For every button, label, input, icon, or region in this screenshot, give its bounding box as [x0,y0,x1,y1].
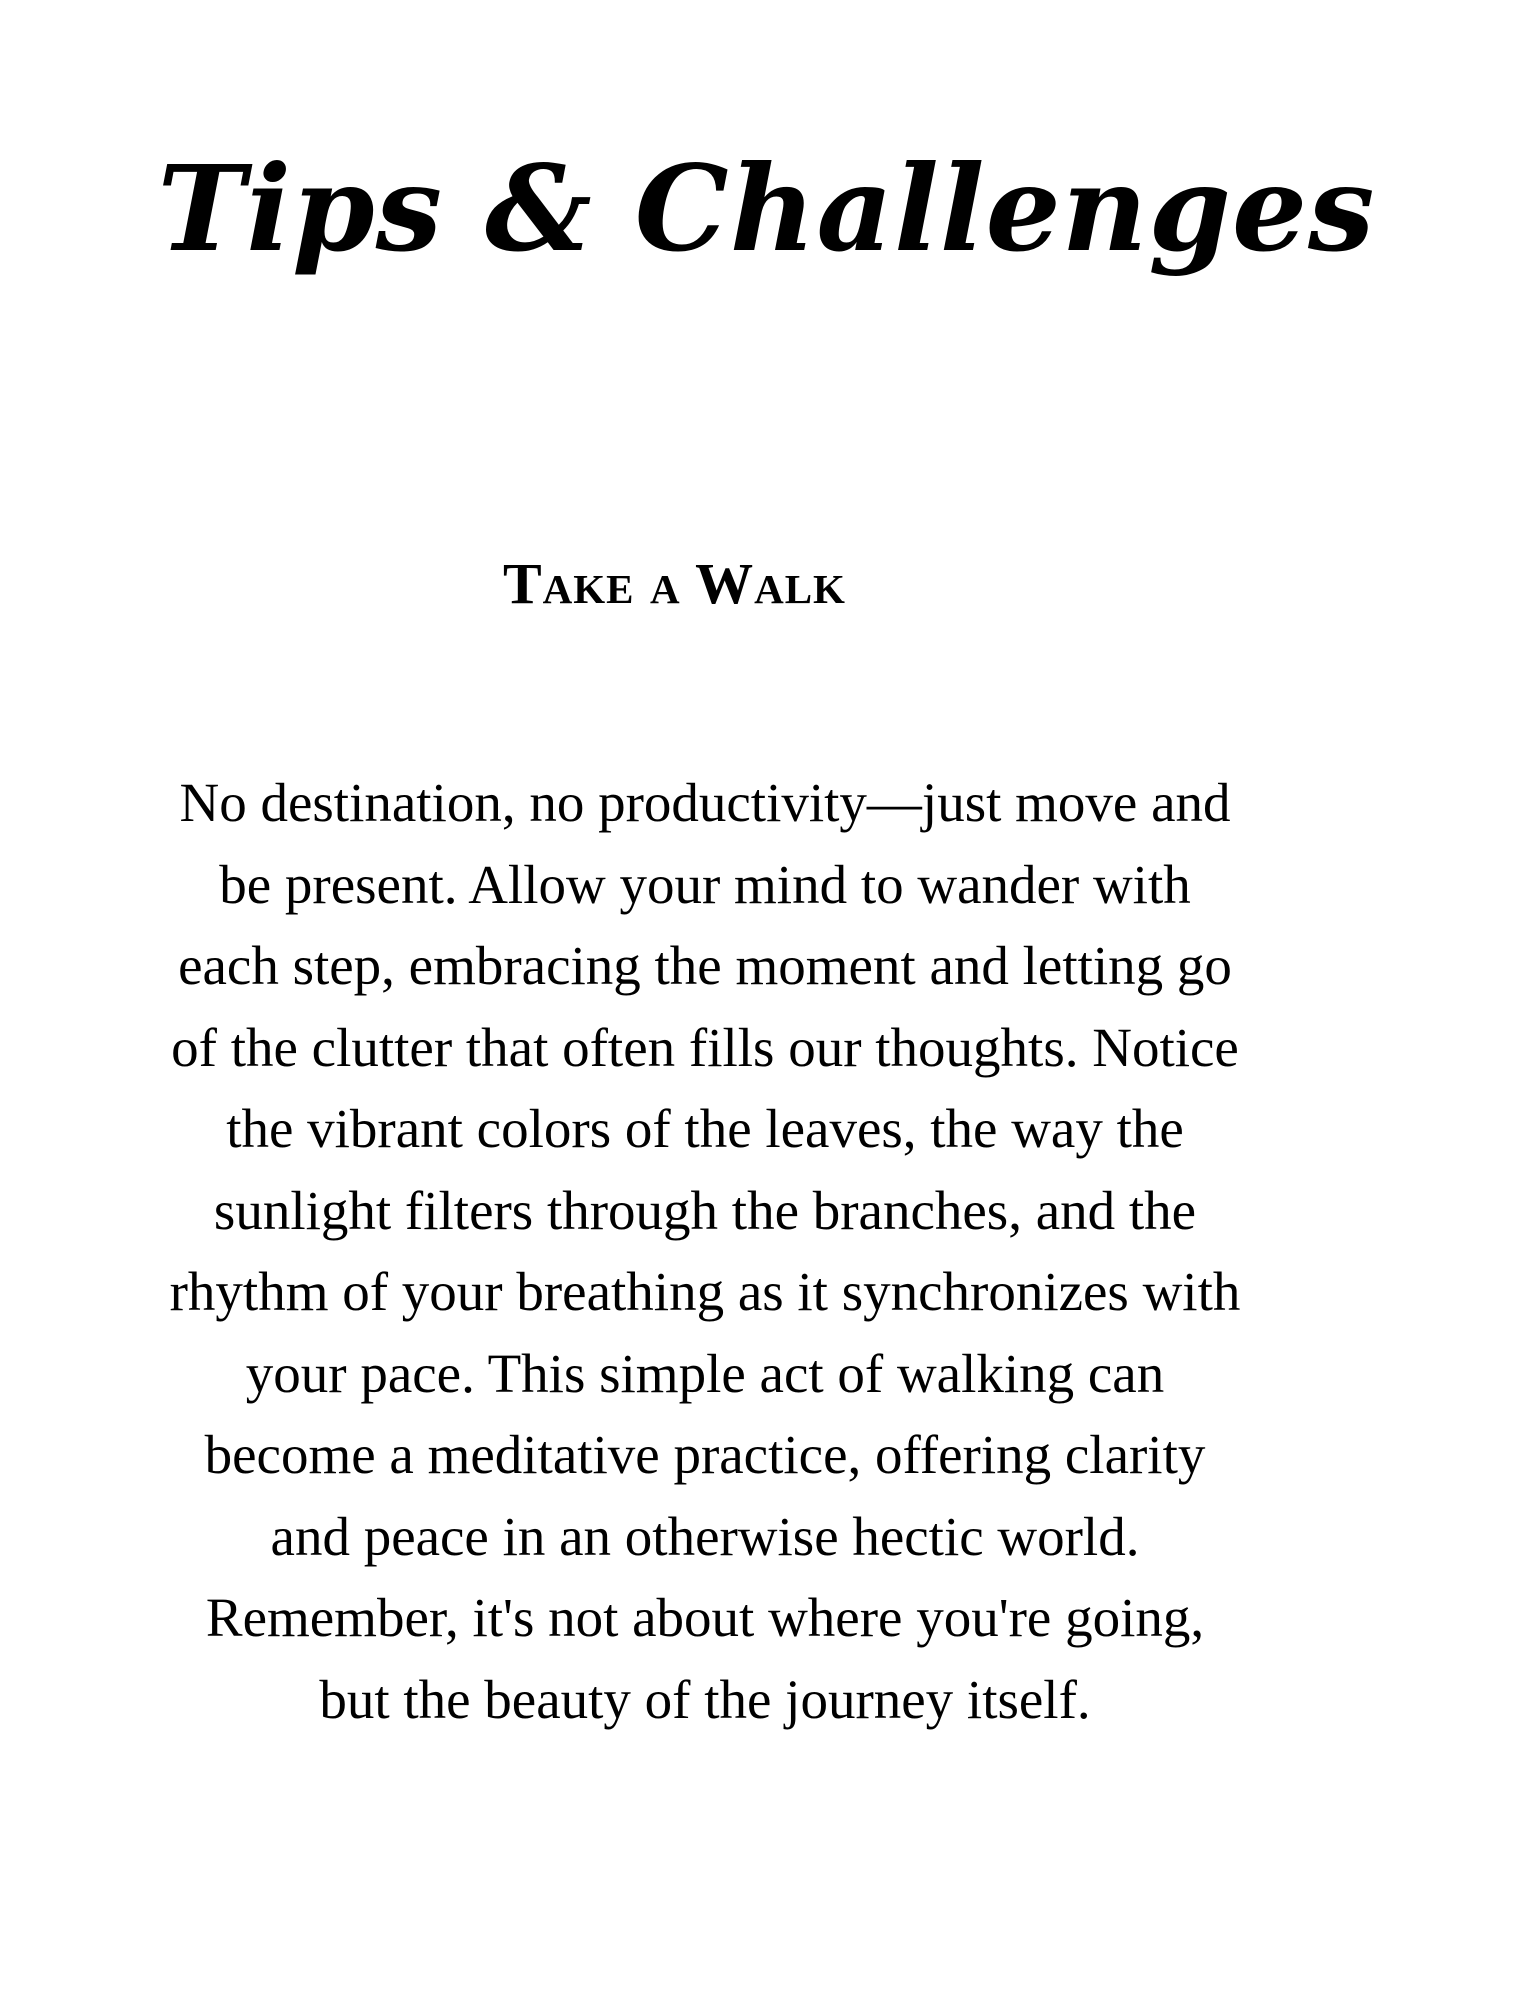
page-title: Tips & Challenges [157,139,1376,278]
body-paragraph [140,762,1270,1740]
body-line: each step, embracing the moment and letting go [178,935,1232,996]
body-line: become a meditative practice, offering clarity [204,1424,1206,1485]
body-line: but the beauty of the journey itself. [319,1668,1091,1730]
body-line: be present. Allow your mind to wander with [219,853,1191,915]
body-line: of the clutter that often fills our thoughts. Notice [171,1016,1239,1078]
body-line: rhythm of your breathing as it synchronizes with [169,1261,1241,1322]
body-line: sunlight filters through the branches, and the [213,1179,1197,1241]
body-line: the vibrant colors of the leaves, the way the [226,1098,1184,1159]
body-line: No destination, no productivity—just move and [179,772,1231,833]
section-heading: Take a Walk [503,551,846,616]
body-line: Remember, it's not about where you're going, [205,1587,1205,1648]
body-line: and peace in an otherwise hectic world. [270,1505,1140,1567]
body-line: your pace. This simple act of walking can [245,1342,1165,1404]
